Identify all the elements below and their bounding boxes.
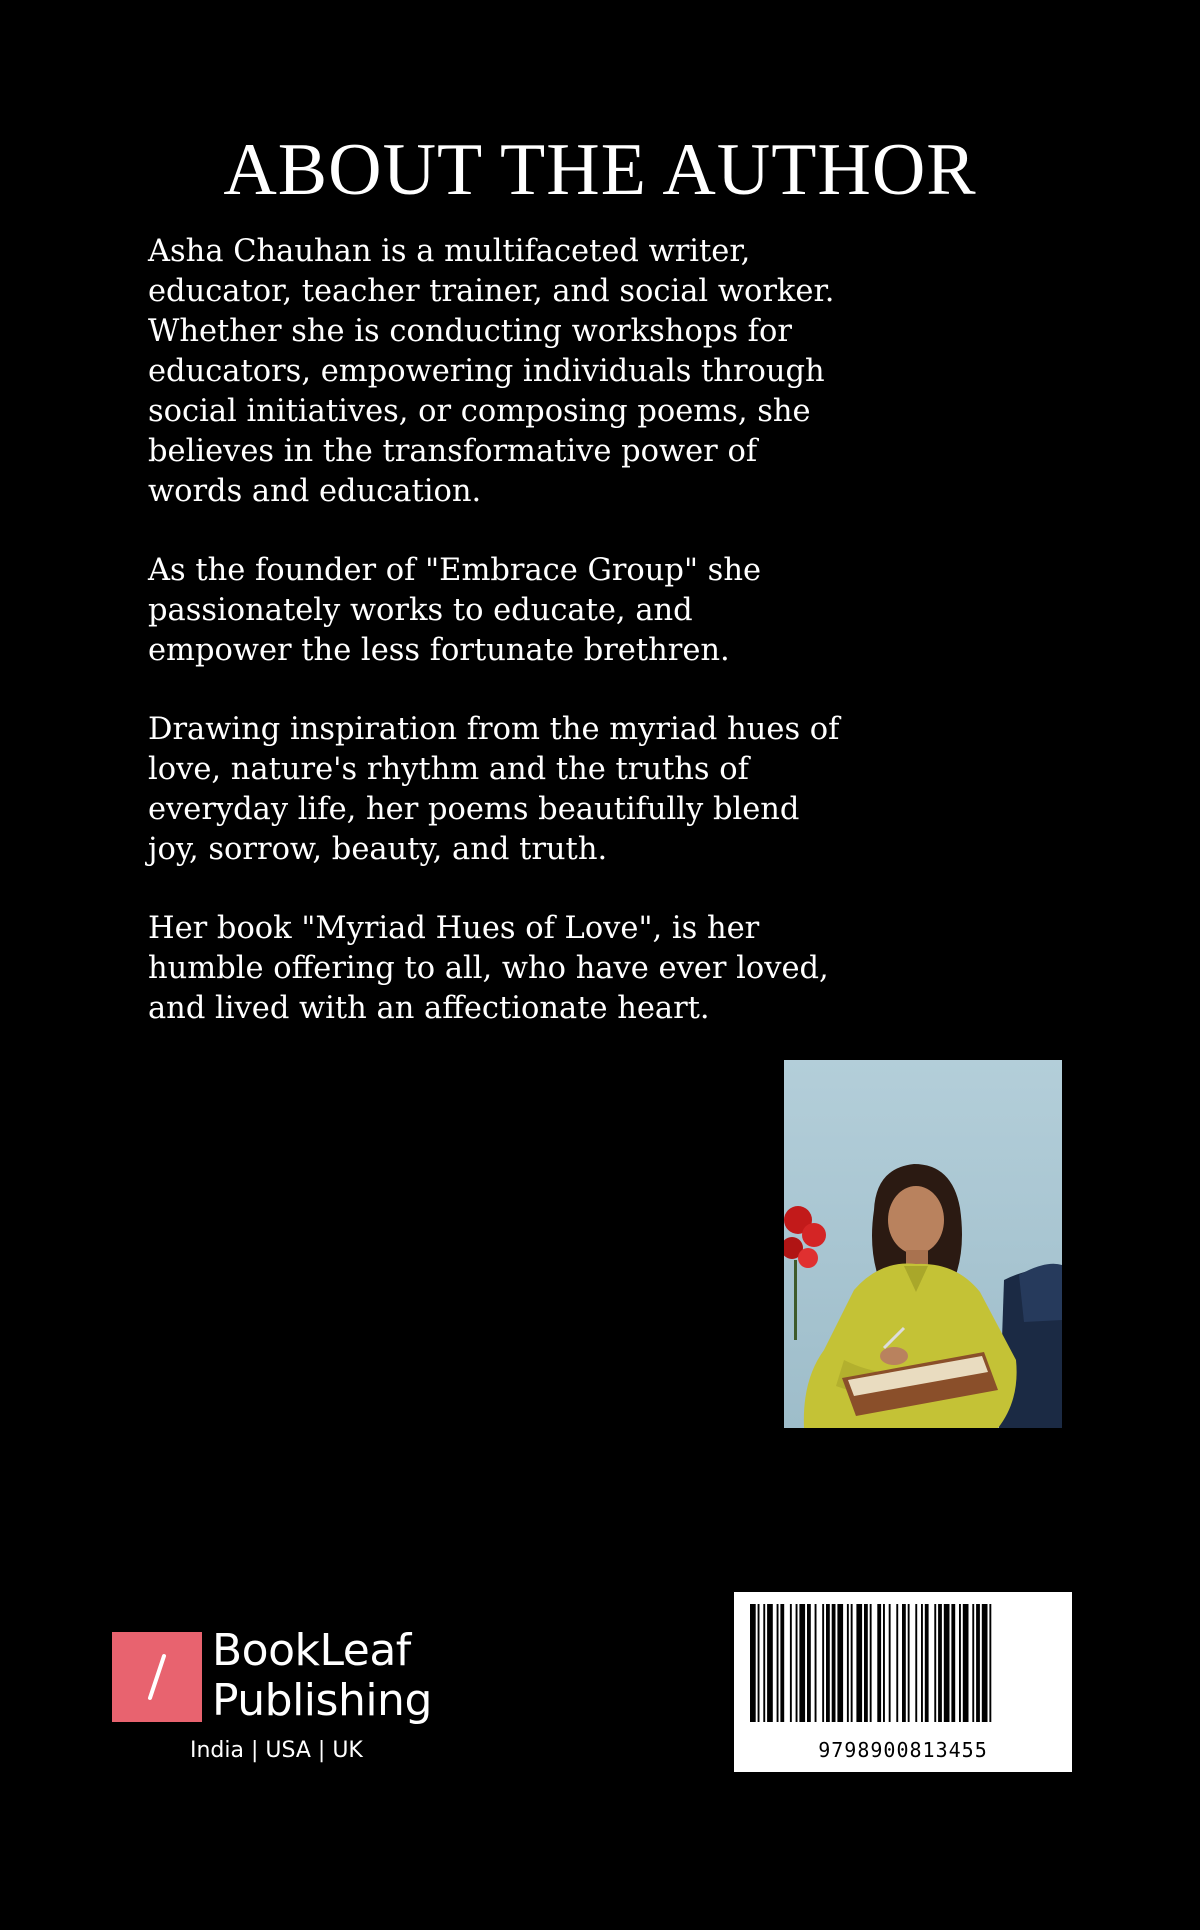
barcode-bar xyxy=(767,1604,773,1722)
author-photo-illustration xyxy=(784,1060,1062,1428)
author-photo xyxy=(784,1060,1062,1428)
publisher-name-line1: BookLeaf xyxy=(212,1625,411,1676)
barcode-bar xyxy=(963,1604,969,1722)
barcode-bar xyxy=(989,1604,991,1722)
barcode-bar xyxy=(851,1604,853,1722)
publisher-name xyxy=(212,1626,432,1726)
bio-paragraph: Asha Chauhan is a multifaceted writer, educator, teacher trainer, and social worker. Whether she is conducting workshops for educators, empowering individuals through social initiatives, or composing poems, she believes in the transformative power of words and education. xyxy=(148,234,835,509)
barcode-bar xyxy=(826,1604,830,1722)
barcode-bar xyxy=(921,1604,923,1722)
barcode-bar xyxy=(822,1604,824,1722)
barcode-bar xyxy=(925,1604,929,1722)
barcode-bar xyxy=(908,1604,910,1722)
barcode-bar xyxy=(796,1604,798,1722)
barcode-bar xyxy=(837,1604,843,1722)
barcode-bar xyxy=(750,1604,756,1722)
barcode-bar xyxy=(982,1604,988,1722)
barcode-bar xyxy=(896,1604,898,1722)
barcode-bar xyxy=(959,1604,961,1722)
barcode-bar xyxy=(815,1604,817,1722)
isbn-barcode xyxy=(734,1592,1072,1772)
section-title: ABOUT THE AUTHOR xyxy=(223,129,977,211)
publisher-mark-icon xyxy=(112,1632,202,1722)
barcode-bar xyxy=(938,1604,942,1722)
barcode-bar xyxy=(902,1604,906,1722)
publisher-name-line2: Publishing xyxy=(212,1675,432,1726)
bio-paragraph: Her book "Myriad Hues of Love", is her humble offering to all, who have ever loved, and lived with an affectionate heart. xyxy=(148,911,829,1026)
barcode-bar xyxy=(847,1604,849,1722)
barcode-bar xyxy=(856,1604,862,1722)
barcode-bar xyxy=(758,1604,760,1722)
barcode-bar xyxy=(780,1604,784,1722)
publisher-regions: India | USA | UK xyxy=(190,1738,363,1763)
barcode-bar xyxy=(889,1604,891,1722)
bio-paragraph: Drawing inspiration from the myriad hues of love, nature's rhythm and the truths of everyday life, her poems beautifully blend joy, sorrow, beauty, and truth. xyxy=(148,712,840,867)
author-bio xyxy=(148,232,1008,1068)
barcode-bar xyxy=(951,1604,955,1722)
barcode-bar xyxy=(883,1604,885,1722)
barcode-bar xyxy=(777,1604,779,1722)
barcode-bar xyxy=(972,1604,974,1722)
bio-paragraph: As the founder of "Embrace Group" she passionately works to educate, and empower the less fortunate brethren. xyxy=(148,553,762,668)
barcode-bar xyxy=(799,1604,805,1722)
barcode-bars xyxy=(734,1592,1072,1732)
barcode-bar xyxy=(864,1604,868,1722)
barcode-bar xyxy=(870,1604,872,1722)
barcode-bar xyxy=(915,1604,917,1722)
barcode-bar xyxy=(934,1604,936,1722)
barcode-bar xyxy=(763,1604,765,1722)
barcode-bar xyxy=(807,1604,811,1722)
barcode-bar xyxy=(944,1604,950,1722)
barcode-bar xyxy=(976,1604,980,1722)
publisher-logo xyxy=(112,1626,472,1776)
barcode-bar xyxy=(877,1604,881,1722)
isbn-number: 9798900813455 xyxy=(818,1738,988,1762)
barcode-bar xyxy=(790,1604,792,1722)
barcode-bar xyxy=(832,1604,836,1722)
